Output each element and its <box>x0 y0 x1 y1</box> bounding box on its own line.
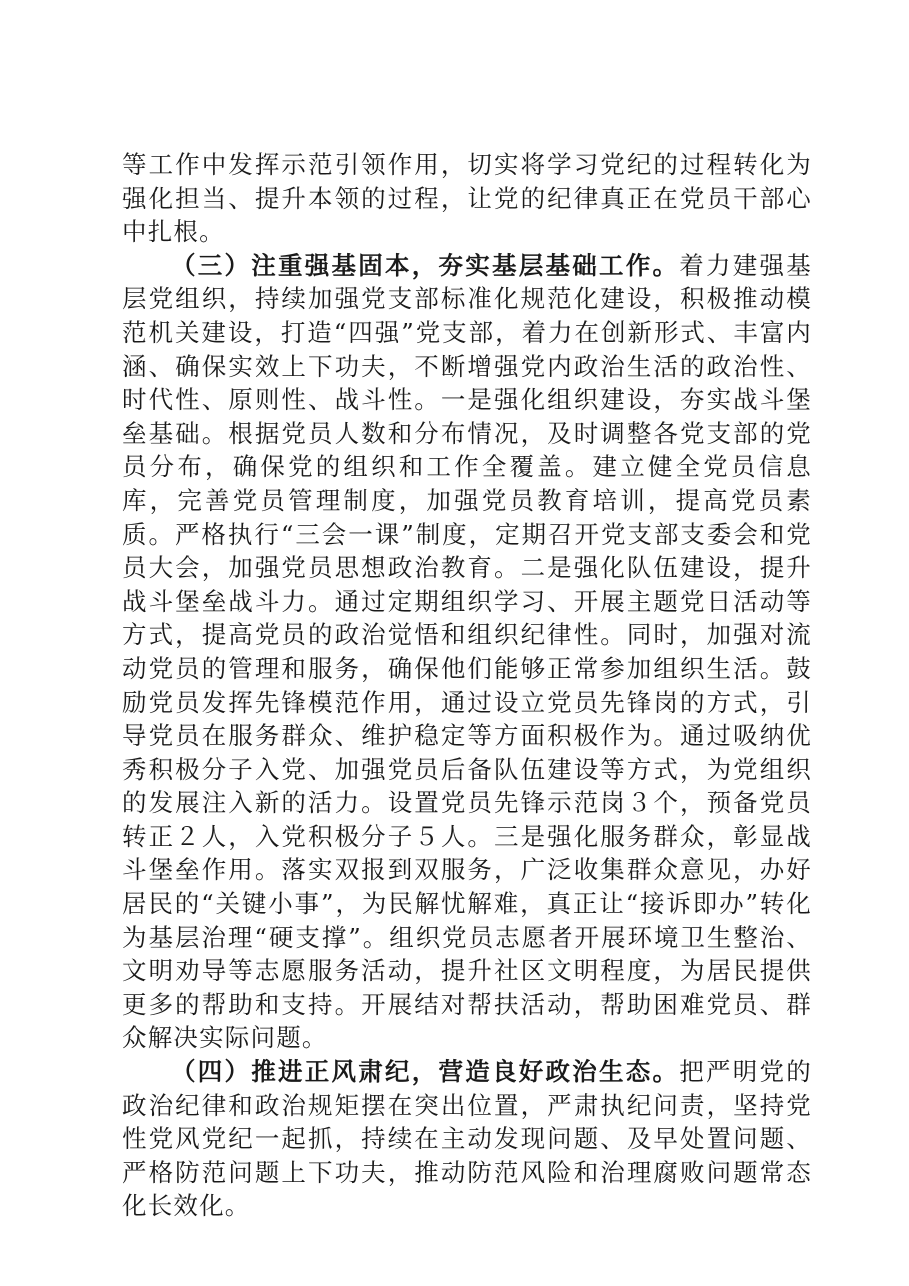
section-heading-4: （四）推进正风肃纪，营造良好政治生态。 <box>171 1057 680 1087</box>
paragraph-text: 着力建强基层党组织，持续加强党支部标准化规范化建设，积极推动模范机关建设，打造“四强”党支部，着力在创新形式、丰富内涵、确保实效上下功夫，不断增强党内政治生活的政治性、时代性、原则性、战斗性。一是强化组织建设，夯实战斗堡垒基础。根据党员人数和分布情况，及时调整各党支部的党员分布，确保党的组织和工作全覆盖。建立健全党员信息库，完善党员管理制度，加强党员教育培训，提高党员素质。严格执行“三会一课”制度，定期召开党支部支委会和党员大会，加强党员思想政治教育。二是强化队伍建设，提升战斗堡垒战斗力。通过定期组织学习、开展主题党日活动等方式，提高党员的政治觉悟和组织纪律性。同时，加强对流动党员的管理和服务，确保他们能够正常参加组织生活。鼓励党员发挥先锋模范作用，通过设立党员先锋岗的方式，引导党员在服务群众、维护稳定等方面积极作为。通过吸纳优秀积极分子入党、加强党员后备队伍建设等方式，为党组织的发展注入新的活力。设置党员先锋示范岗３个，预备党员转正２人，入党积极分子５人。三是强化服务群众，彰显战斗堡垒作用。落实双报到双服务，广泛收集群众意见，办好居民的“关键小事”，为民解忧解难，真正让“接诉即办”转化为基层治理“硬支撑”。组织党员志愿者开展环境卫生整治、文明劝导等志愿服务活动，提升社区文明程度，为居民提供更多的帮助和支持。开展结对帮扶活动，帮助困难党员、群众解决实际问题。 <box>122 250 812 1053</box>
document-body <box>122 148 812 1223</box>
paragraph-section-3 <box>122 249 812 1055</box>
paragraph-section-4 <box>122 1055 812 1223</box>
paragraph-text: 等工作中发挥示范引领作用，切实将学习党纪的过程转化为强化担当、提升本领的过程，让党的纪律真正在党员干部心中扎根。 <box>122 150 812 247</box>
paragraph-text: 把严明党的政治纪律和政治规矩摆在突出位置，严肃执纪问责，坚持党性党风党纪一起抓，持续在主动发现问题、及早处置问题、严格防范问题上下功夫，推动防范风险和治理腐败问题常态化长效化。 <box>122 1057 812 1221</box>
section-heading-3: （三）注重强基固本，夯实基层基础工作。 <box>171 250 680 280</box>
paragraph-continuation <box>122 148 812 249</box>
